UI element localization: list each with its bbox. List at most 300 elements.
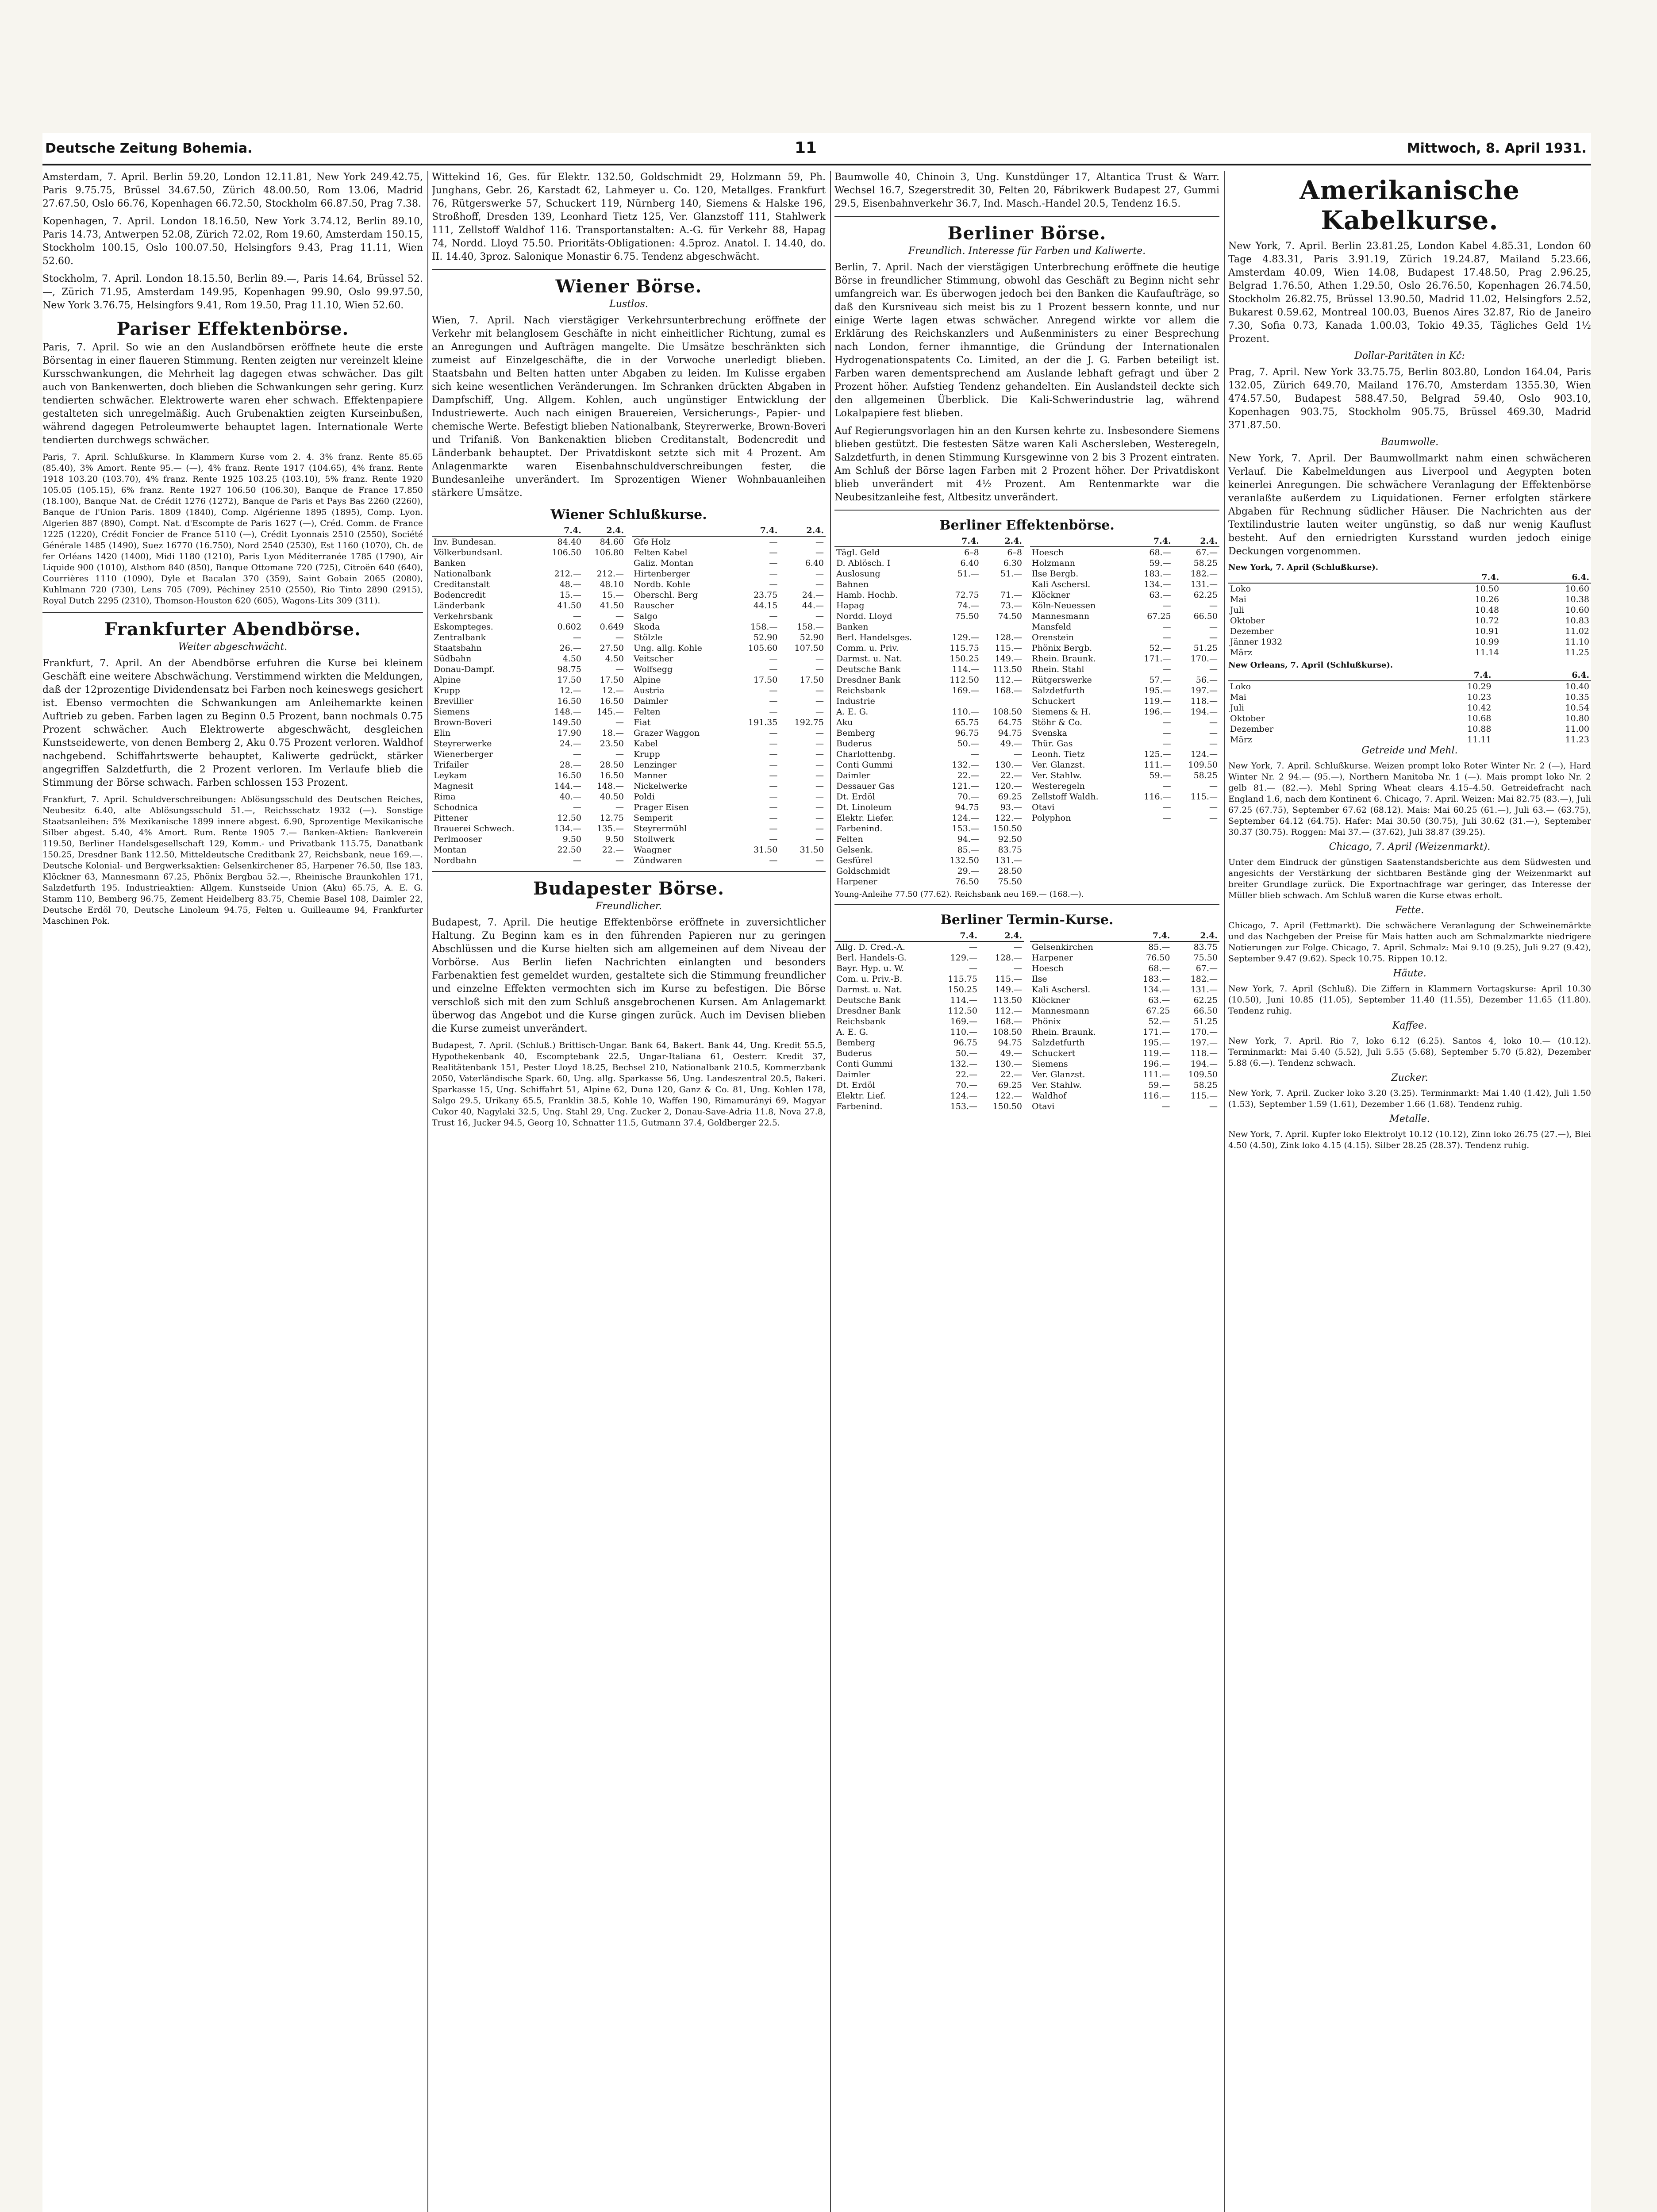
table-cell bbox=[938, 696, 981, 707]
table-row bbox=[432, 834, 626, 845]
table-cell: Salzdetfurth bbox=[1032, 686, 1085, 695]
table-cell: Reichsbank bbox=[836, 1017, 886, 1026]
table-cell: Siemens bbox=[1032, 1059, 1068, 1069]
table-cell: — bbox=[1209, 739, 1218, 749]
table-row bbox=[834, 728, 1024, 738]
table-cell: 92.50 bbox=[998, 834, 1022, 844]
table-cell: — bbox=[1162, 664, 1171, 674]
table-cell: — bbox=[1162, 781, 1171, 791]
article-text: New York, 7. April. Zucker loko 3.20 (3.25). Terminmarkt: Mai 1.40 (1.42), Juli 1.50 (1.53), September 1.59 (1.61), Dezember 1.66 (1.68). Tendenz ruhig. bbox=[1228, 1088, 1591, 1109]
table-cell: Manner bbox=[634, 771, 667, 780]
table-cell: 132.— bbox=[952, 760, 979, 770]
table-row bbox=[834, 1080, 1024, 1091]
table-cell: Juli bbox=[1230, 605, 1245, 615]
table-cell: Dezember bbox=[1230, 626, 1274, 636]
table-cell: — bbox=[815, 548, 824, 557]
table-cell: Montan bbox=[434, 845, 467, 855]
table-cell: 129.— bbox=[950, 953, 978, 963]
table-cell: 105.60 bbox=[748, 643, 778, 653]
column-header bbox=[1228, 670, 1395, 681]
table-row bbox=[432, 696, 626, 707]
table-cell: Kali Aschersl. bbox=[1032, 985, 1091, 995]
table-cell: — bbox=[815, 728, 824, 738]
article-text: New York, 7. April. Berlin 23.81.25, London Kabel 4.85.31, London 60 Tage 4.83.31, Paris 3.91.19, Zürich 19.24.87, Mailand 5.23.66, Amsterdam 40.09, Wien 14.08, Budapest 17.48.50, Prag 2.96.25, Belgrad 1.76.50, Athen 1.29.50, Oslo 26.76.50, Kopenhagen 26.74.50, Stockholm 26.82.75, Brüssel 13.90.50, Madrid 11.02, Helsingfors 2.52, Bukarest 0.59.62, Montreal 100.03, Buenos Aires 32.87, Rio de Janeiro 7.30, Sofia 0.73, Kanada 1.00.03, Tokio 49.35, Tägliches Geld 1½ Prozent. bbox=[1228, 241, 1591, 345]
table-cell: — bbox=[815, 739, 824, 749]
table-cell: 49.— bbox=[1000, 1048, 1022, 1058]
table-cell: 134.— bbox=[1144, 580, 1171, 589]
table-cell: Banken bbox=[434, 558, 466, 568]
table-cell: 10.60 bbox=[1565, 605, 1589, 615]
table-row bbox=[1228, 724, 1591, 734]
table-title: Wiener Schlußkurse. bbox=[550, 507, 707, 522]
table-cell: 16.50 bbox=[600, 696, 624, 706]
table-cell: Verkehrsbank bbox=[434, 611, 493, 621]
table-cell: — bbox=[1209, 633, 1218, 642]
table-cell: — bbox=[573, 856, 581, 865]
table-cell: 128.— bbox=[995, 633, 1022, 642]
table-cell: Klöckner bbox=[1032, 590, 1070, 600]
column-header: 2.4. bbox=[981, 536, 1024, 547]
table-cell: Ung. allg. Kohle bbox=[634, 643, 702, 653]
table-cell: Waldhof bbox=[1032, 1091, 1067, 1101]
table-cell: 10.88 bbox=[1467, 724, 1492, 734]
table-cell: Rima bbox=[434, 792, 456, 802]
table-cell bbox=[981, 696, 1024, 707]
table-cell: 196.— bbox=[1143, 1059, 1170, 1069]
table-cell: 67.— bbox=[1196, 964, 1218, 973]
table-cell: Hamb. Hochb. bbox=[836, 590, 898, 600]
table-cell: 119.— bbox=[1144, 696, 1171, 706]
table-cell: — bbox=[1209, 718, 1218, 727]
table-row bbox=[834, 653, 1024, 664]
table-cell: 197.— bbox=[1190, 1038, 1218, 1048]
table-cell: 28.— bbox=[559, 760, 581, 770]
table-cell: — bbox=[769, 537, 778, 547]
table-cell: Otavi bbox=[1032, 1102, 1055, 1111]
table-row bbox=[432, 813, 626, 823]
table-cell: 56.— bbox=[1196, 675, 1218, 685]
section-subheading: Freundlicher. bbox=[596, 901, 662, 912]
table-cell: — bbox=[615, 803, 624, 812]
table-cell: 48.— bbox=[559, 580, 581, 589]
table-cell: Rhein. Braunk. bbox=[1032, 654, 1096, 664]
article-text: Frankfurt, 7. April. An der Abendbörse erfuhren die Kurse bei kleinem Geschäft eine weitere Abschwächung. Verstimmend wirkten die Meldungen, daß der 12prozentige Dividendensatz bei Farben noch keineswegs gesichert ist. Ebenso vermochten die Schwankungen am Anleihemarkte keinen Auftrieb zu geben. Farben lagen zu Beginn 0.5 Prozent, bann nochmals 0.75 Prozent schwächer. Auch Elektrowerte abgeschwächt, desgleichen Kunstseidewerte, von denen Bemberg 2, Aku 0.75 Prozent verloren. Waldhof nachgebend. Schiffahrtswerte behauptet, Kaliwerte gedrückt, stärker angegriffen Salzdetfurth, die 2 Prozent verloren. Im Verlaufe blieb die Stimmung der Börse schwach. Farben schlossen 153 Prozent. bbox=[42, 658, 423, 788]
table-cell: Daimler bbox=[634, 696, 668, 706]
table-cell: Rhein. Stahl bbox=[1032, 664, 1084, 674]
table-cell: — bbox=[615, 611, 624, 621]
table-row bbox=[432, 728, 626, 738]
table-cell: Daimler bbox=[836, 771, 871, 780]
table-cell: Ver. Glanzst. bbox=[1032, 1070, 1085, 1079]
table-cell: 52.90 bbox=[753, 633, 778, 642]
table-row bbox=[632, 600, 826, 611]
table-cell: Pittener bbox=[434, 813, 468, 823]
table-cell: — bbox=[1209, 622, 1218, 632]
table-cell: Brown-Boveri bbox=[434, 718, 492, 727]
table-cell: — bbox=[815, 749, 824, 759]
table-cell: Industrie bbox=[836, 696, 875, 706]
table-cell: 85.— bbox=[957, 845, 979, 855]
table-cell: — bbox=[769, 580, 778, 589]
table-cell bbox=[981, 622, 1024, 632]
table-cell: — bbox=[769, 686, 778, 695]
table-row bbox=[1228, 734, 1591, 745]
column-header: 2.4. bbox=[779, 525, 826, 536]
table-row bbox=[1228, 594, 1591, 605]
article-text: Baumwolle 40, Chinoin 3, Ung. Kunstdünger 17, Altantica Trust & Warr. Wechsel 16.7, Szegerstredit 30, Felten 20, Fábrikwerk Budapest 27, Gummi 29.5, Eisenbahnverkehr 36.7, Ind. Masch.-Handel 20.5, Tendenz 16.5. bbox=[834, 172, 1219, 209]
article-text: Berlin, 7. April. Nach der vierstägigen Unterbrechung eröffnete die heutige Börse in freundlicher Stimmung, obwohl das Geschäft zu Beginn nicht sehr umfangreich war. Es überwogen jedoch bei den Banken die Kaufaufträge, so daß den Kursniveau sich meist bis zu 1 Prozent bessern konnte, und nur einige Werte lagen etwas schwächer. Anregend wirkte vor allem die Erklärung des Reichskanzlers und Außenministers zu einer Besprechung nach London, ferner ihmanntige, die Gründung der Internationalen Hydrogenationspatents Co. Limited, an der die J. G. Farben beteiligt ist. Farben waren dementsprechend am Auslande lebhaft gefragt und über 2 Prozent höher. Aufstieg Tendenz gehandelten. Ein Auslandsteil deckte sich den allgemeinen Überblick. Die Kali-Schwerindustrie lag, während Lokalpapiere fest blieben. bbox=[834, 262, 1219, 419]
table-row bbox=[1030, 749, 1219, 760]
table-row bbox=[632, 845, 826, 855]
table-cell: 9.50 bbox=[605, 834, 624, 844]
quote-table-pair bbox=[834, 930, 1219, 1112]
table-row bbox=[632, 728, 826, 738]
table-cell: 149.50 bbox=[552, 718, 581, 727]
table-cell: 17.50 bbox=[800, 675, 824, 685]
paper-name: Deutsche Zeitung Bohemia. bbox=[45, 141, 253, 156]
table-cell: 212.— bbox=[554, 569, 581, 579]
table-cell: 24.— bbox=[802, 590, 824, 600]
table-cell bbox=[938, 622, 981, 632]
article-text: Auf Regierungsvorlagen hin an den Kursen kehrte zu. Insbesondere Siemens blieben gestützt. Die festesten Sätze waren Kali Aschersleben, Westeregeln, Salzdetfurth, in denen Stimmung Kursgewinne von 2 bis 3 Prozent eintraten. Am Schluß der Börse lagen Farben mit 2 Prozent höher. Der Privatdiskont blieb unverändert mit 4½ Prozent. Am Rentenmarkte war die Neubesitzanleihe fest, Altbesitz unverändert. bbox=[834, 426, 1219, 503]
table-cell: — bbox=[1162, 739, 1171, 749]
table-cell: 27.50 bbox=[600, 643, 624, 653]
table-cell: 113.50 bbox=[992, 664, 1022, 674]
table-cell: Svenska bbox=[1032, 728, 1067, 738]
table-cell: Salgo bbox=[634, 611, 658, 621]
table-row bbox=[1030, 547, 1219, 558]
table-cell: — bbox=[769, 834, 778, 844]
quote-table-pair bbox=[834, 536, 1219, 887]
table-cell: — bbox=[1162, 728, 1171, 738]
table-cell: 84.60 bbox=[600, 537, 624, 547]
table-row bbox=[1030, 685, 1219, 696]
table-row bbox=[834, 643, 1024, 653]
table-cell: A. E. G. bbox=[836, 707, 869, 717]
table-title: Berliner Termin-Kurse. bbox=[940, 912, 1114, 928]
table-cell: — bbox=[815, 834, 824, 844]
column-header: 7.4. bbox=[1130, 536, 1173, 547]
section-subheading: Weiter abgeschwächt. bbox=[178, 641, 288, 653]
table-row bbox=[834, 738, 1024, 749]
table-row bbox=[1030, 760, 1219, 770]
article-text: New York, 7. April. Rio 7, loko 6.12 (6.25). Santos 4, loko 10.— (10.12). Terminmarkt: Mai 5.40 (5.52), Juli 5.55 (5.68), September 5.70 (5.82), Dezember 5.88 (6.—). Tendenz schwach. bbox=[1228, 1036, 1591, 1068]
table-cell: 116.— bbox=[1143, 1091, 1170, 1101]
table-cell: Ilse Bergb. bbox=[1032, 569, 1079, 579]
table-row bbox=[1030, 1069, 1219, 1080]
table-row bbox=[1030, 696, 1219, 707]
table-cell: 182.— bbox=[1190, 974, 1218, 984]
table-cell: 10.60 bbox=[1565, 584, 1589, 594]
table-cell: Inv. Bundesan. bbox=[434, 537, 496, 547]
table-cell: 10.29 bbox=[1467, 682, 1492, 691]
table-row bbox=[1030, 707, 1219, 717]
table-cell: — bbox=[815, 803, 824, 812]
table-cell: 10.99 bbox=[1475, 637, 1499, 647]
table-row bbox=[1030, 653, 1219, 664]
table-cell: Banken bbox=[836, 622, 869, 632]
table-cell: 76.50 bbox=[955, 877, 979, 887]
table-cell: 12.75 bbox=[600, 813, 624, 823]
table-row bbox=[834, 547, 1024, 558]
table-cell bbox=[981, 579, 1024, 590]
running-head bbox=[42, 133, 1591, 165]
table-cell: 131.— bbox=[995, 856, 1022, 865]
table-cell: 66.50 bbox=[1193, 611, 1218, 621]
table-cell: 67.25 bbox=[1146, 1006, 1170, 1016]
table-row bbox=[834, 974, 1024, 984]
table-cell: 12.— bbox=[602, 686, 624, 695]
table-cell: Nordb. Kohle bbox=[634, 580, 691, 589]
table-row bbox=[1228, 692, 1591, 703]
column-rule bbox=[427, 171, 428, 2212]
table-cell: Salzdetfurth bbox=[1032, 1038, 1085, 1048]
table-row bbox=[834, 760, 1024, 770]
table-cell: Gelsenk. bbox=[836, 845, 873, 855]
column-header bbox=[834, 536, 938, 547]
table-cell: Völkerbundsanl. bbox=[434, 548, 503, 557]
table-row bbox=[1030, 600, 1219, 611]
table-row bbox=[632, 707, 826, 717]
article-text: Prag, 7. April. New York 33.75.75, Berlin 803.80, London 164.04, Paris 132.05, Zürich 649.70, Mailand 176.70, Amsterdam 1355.30, Wien 474.57.50, Budapest 588.47.50, Belgrad 59.40, Oslo 903.10, Kopenhagen 903.75, Stockholm 905.75, Brüssel 469.30, Madrid 371.87.50. bbox=[1228, 367, 1591, 431]
table-cell: Deutsche Bank bbox=[836, 995, 901, 1005]
table-cell: — bbox=[573, 749, 581, 759]
table-cell: Kabel bbox=[634, 739, 658, 749]
table-cell: 51.— bbox=[957, 569, 979, 579]
table-cell: 93.— bbox=[1000, 803, 1022, 812]
table-cell: 94.75 bbox=[998, 1038, 1022, 1048]
table-cell: Zentralbank bbox=[434, 633, 486, 642]
table-cell: Gelsenkirchen bbox=[1032, 942, 1093, 952]
table-cell: A. E. G. bbox=[836, 1027, 869, 1037]
table-cell: Daimler bbox=[836, 1070, 871, 1079]
column-header: 7.4. bbox=[1395, 670, 1493, 681]
table-row bbox=[632, 653, 826, 664]
table-cell: 68.— bbox=[1149, 548, 1171, 557]
table-row bbox=[432, 590, 626, 600]
article-text: Paris, 7. April. So wie an den Auslandbörsen eröffnete heute die erste Börsentag in einer flaueren Stimmung. Renten zeigten nur vereinzelt kleine Kursschwankungen, die Mehrheit lag dagegen etwas schwächer. Das gilt auch von Bankenwerten, doch blieben die Schwankungen sehr gering. Kurz tendierten schwächer. Elektrowerte waren eher schwach. Effektenpapiere gestalteten sich unregelmäßig. Auch Grubenaktien zeigten Kurseinbußen, während dagegen Petroleumwerte behauptet lagen. Internationale Werte tendierten durchwegs schwächer. bbox=[42, 342, 423, 446]
table-cell: Jänner 1932 bbox=[1230, 637, 1283, 647]
table-cell: 110.— bbox=[950, 1027, 978, 1037]
table-cell: Holzmann bbox=[1032, 558, 1075, 568]
table-row bbox=[1228, 647, 1591, 658]
quote-table bbox=[1228, 572, 1591, 658]
table-row bbox=[632, 643, 826, 653]
table-cell: — bbox=[1209, 803, 1218, 812]
table-cell: 134.— bbox=[554, 824, 581, 833]
table-cell: 23.50 bbox=[600, 739, 624, 749]
table-cell: 129.— bbox=[952, 633, 979, 642]
table-cell: — bbox=[769, 569, 778, 579]
table-cell: 122.— bbox=[995, 1091, 1022, 1101]
table-row bbox=[1030, 1080, 1219, 1091]
table-cell: Nordbahn bbox=[434, 856, 477, 865]
table-row bbox=[1030, 813, 1219, 823]
table-cell: 67.— bbox=[1196, 548, 1218, 557]
table-row bbox=[432, 781, 626, 791]
table-row bbox=[632, 781, 826, 791]
page-number: 11 bbox=[795, 139, 817, 157]
table-cell: Bodencredit bbox=[434, 590, 486, 600]
table-row bbox=[834, 1059, 1024, 1069]
table-cell: Semperit bbox=[634, 813, 673, 823]
table-cell: Rütgerswerke bbox=[1032, 675, 1092, 685]
divider bbox=[834, 510, 1219, 511]
table-cell: Bemberg bbox=[836, 728, 875, 738]
table-cell: Orenstein bbox=[1032, 633, 1074, 642]
table-row bbox=[834, 802, 1024, 813]
table-row bbox=[834, 558, 1024, 568]
table-cell: — bbox=[769, 728, 778, 738]
table-row bbox=[834, 823, 1024, 834]
column-header bbox=[834, 930, 934, 941]
table-row bbox=[834, 834, 1024, 845]
table-cell: 149.— bbox=[995, 654, 1022, 664]
article-text: Budapest, 7. April. Die heutige Effektenbörse eröffnete in zuversichtlicher Haltung. Zu Beginn kam es in den führenden Papieren nur zu geringen Abschlüssen und die Kurse hielten sich am allgemeinen auf dem Niveau der Vorbörse. Aus Berlin liefen Nachrichten einlangten und besonders Farbenaktien fest gemeldet wurden, gestaltete sich die Stimmung freundlicher und einzelne Effekten vermochten sich im Kurse zu befestigen. Die Börse verschloß sich mit den zum Schluß ansgebrochenen Kursen. Am Anlagemarkt überwog das Angebot und die Kurse gingen zurück. Auch im Devisen blieben die Kurse zumeist unverändert. bbox=[432, 917, 826, 1034]
table-cell: 74.50 bbox=[998, 611, 1022, 621]
table-cell: — bbox=[815, 813, 824, 823]
quote-table bbox=[834, 536, 1024, 887]
table-cell: 0.602 bbox=[557, 622, 581, 632]
table-cell: Dt. Erdöl bbox=[836, 792, 875, 802]
table-row bbox=[834, 963, 1024, 974]
table-cell: 84.40 bbox=[557, 537, 581, 547]
table-cell: — bbox=[1161, 1102, 1170, 1111]
table-row bbox=[432, 558, 626, 568]
table-row bbox=[632, 749, 826, 760]
table-cell: 66.50 bbox=[1193, 1006, 1218, 1016]
table-cell: Mai bbox=[1230, 692, 1246, 702]
table-row bbox=[1030, 791, 1219, 802]
table-row bbox=[432, 717, 626, 728]
table-cell: Felten bbox=[836, 834, 863, 844]
table-cell: 192.75 bbox=[794, 718, 824, 727]
table-row bbox=[1030, 974, 1219, 984]
table-cell: Krupp bbox=[434, 686, 460, 695]
table-cell: 114.— bbox=[950, 995, 978, 1005]
quote-table bbox=[632, 525, 826, 866]
table-cell: Aku bbox=[836, 718, 853, 727]
exchange-paragraph: Kopenhagen, 7. April. London 18.16.50, New York 3.74.12, Berlin 89.10, Paris 14.73, Antwerpen 52.08, Zürich 72.02, Rom 19.60, Amsterdam 150.15, Stockholm 100.15, Oslo 100.07.50, Helsingfors 9.43, Prag 11.11, Wien 52.60. bbox=[42, 216, 423, 267]
table-header-row bbox=[632, 525, 826, 536]
table-row bbox=[632, 622, 826, 632]
table-cell: 150.25 bbox=[948, 985, 978, 995]
table-row bbox=[432, 770, 626, 781]
section-subheading: Metalle. bbox=[1389, 1114, 1430, 1125]
table-cell: Steyrerwerke bbox=[434, 739, 492, 749]
column-rule bbox=[1224, 171, 1225, 2212]
table-cell: Felten bbox=[634, 707, 661, 717]
table-cell: Krupp bbox=[634, 749, 660, 759]
table-cell: 11.00 bbox=[1565, 724, 1589, 734]
table-row bbox=[1030, 643, 1219, 653]
table-cell: 71.— bbox=[1000, 590, 1022, 600]
table-cell: 183.— bbox=[1144, 569, 1171, 579]
table-cell: 112.50 bbox=[948, 1006, 978, 1016]
table-cell: 110.— bbox=[952, 707, 979, 717]
table-cell: 94.75 bbox=[998, 728, 1022, 738]
table-cell: Polyphon bbox=[1032, 813, 1071, 823]
table-cell: 44.15 bbox=[753, 601, 778, 611]
table-cell: 83.75 bbox=[998, 845, 1022, 855]
section-subheading: Fette. bbox=[1395, 905, 1424, 916]
table-cell: 17.90 bbox=[557, 728, 581, 738]
table-cell: 196.— bbox=[1144, 707, 1171, 717]
table-cell: 4.50 bbox=[562, 654, 581, 664]
table-cell: Perlmooser bbox=[434, 834, 482, 844]
table-cell: Phönix bbox=[1032, 1017, 1061, 1026]
quote-list: Budapest, 7. April. (Schluß.) Brittisch-Ungar. Bank 64, Bakert. Bank 44, Ung. Kredit 55.5, Hypothekenbank 40, Escomptebank 22.5, Ungar-Italiana 61, Oesterr. Kredit 37, Realitätenbank 151, Pester Lloyd 18.25, Bechsel 210, Nationalbank 210.5, Kommerzbank 2050, Vaterländische Spark. 60, Ung. allg. Sparkasse 56, Ung. Landeszentral 20.5, Bakeri. Sparkasse 15, Ung. Schiffahrt 51, Alpine 62, Duna 120, Ganz & Co. 81, Ung. Kohlen 178, Salgo 29.5, Urikany 65.5, Franklin 38.5, Kohle 10, Waffen 190, Rimamurányi 69, Magyar Cukor 40, Nagylaki 32.5, Ung. Stahl 29, Ung. Zucker 2, Donau-Save-Adria 11.8, Nova 27.8, Trust 16, Jucker 94.5, Georg 10, Schnatter 11.5, Gutmann 37.4, Goldberger 22.5. bbox=[432, 1041, 826, 1128]
section-subheading: Lustlos. bbox=[609, 299, 648, 310]
table-cell: Bahnen bbox=[836, 580, 869, 589]
table-cell: 62.25 bbox=[1193, 995, 1218, 1005]
table-cell: Oberschl. Berg bbox=[634, 590, 698, 600]
table-cell: 23.75 bbox=[753, 590, 778, 600]
table-row bbox=[834, 781, 1024, 791]
table-cell: — bbox=[815, 760, 824, 770]
table-cell: 10.68 bbox=[1467, 714, 1492, 723]
table-cell: 16.50 bbox=[557, 771, 581, 780]
table-cell: Harpener bbox=[836, 877, 877, 887]
quote-table bbox=[1228, 670, 1591, 745]
table-cell: Ver. Glanzst. bbox=[1032, 760, 1085, 770]
table-cell: 75.50 bbox=[998, 877, 1022, 887]
table-cell: 128.— bbox=[995, 953, 1022, 963]
column-rule bbox=[830, 171, 831, 2212]
table-cell: — bbox=[769, 654, 778, 664]
table-cell: 10.35 bbox=[1565, 692, 1589, 702]
section-heading: Berliner Börse. bbox=[947, 223, 1107, 244]
table-cell: — bbox=[615, 718, 624, 727]
table-cell: 171.— bbox=[1143, 1027, 1170, 1037]
table-cell: Mannesmann bbox=[1032, 611, 1090, 621]
table-cell: Dt. Erdöl bbox=[836, 1080, 875, 1090]
table-row bbox=[432, 622, 626, 632]
table-row bbox=[432, 664, 626, 675]
table-cell: Conti Gummi bbox=[836, 1059, 893, 1069]
table-cell: Alpine bbox=[434, 675, 461, 685]
article-text: Wittekind 16, Ges. für Elektr. 132.50, Goldschmidt 29, Holzmann 59, Ph. Junghans, Gebr. 26, Karstadt 62, Lahmeyer u. Co. 120, Metallges. Frankfurt 76, Rütgerswerke 57, Schuckert 119, Nürnberg 140, Siemens & Halske 196, Stroßhoff, Dresden 139, Leonhard Tietz 125, Ver. Glanzstoff 111, Stahlwerk 111, Zellstoff Waldhof 116. Transportanstalten: A.-G. für Verkehr 88, Hapag 74, Nordd. Lloyd 75.50. Prioritäts-Obligationen: 4.5proz. Anatol. I. 14.40, do. II. 14.40, 3proz. Salonique Monastir 6.75. Tendenz abgeschwächt. bbox=[432, 172, 826, 262]
table-cell: Schuckert bbox=[1032, 1048, 1076, 1058]
section-subheading: Zucker. bbox=[1391, 1072, 1428, 1083]
table-cell: 52.— bbox=[1149, 643, 1171, 653]
table-cell: 111.— bbox=[1143, 1070, 1170, 1079]
column-header: 2.4. bbox=[979, 930, 1024, 941]
table-cell: 106.80 bbox=[594, 548, 624, 557]
divider bbox=[834, 216, 1219, 217]
table-cell: 168.— bbox=[995, 1017, 1022, 1026]
table-cell: 109.50 bbox=[1188, 1070, 1218, 1079]
table-cell: — bbox=[970, 749, 979, 759]
table-cell: — bbox=[815, 686, 824, 695]
table-cell: 11.11 bbox=[1467, 735, 1492, 745]
table-cell: Berl. Handels-G. bbox=[836, 953, 907, 963]
table-title: New Orleans, 7. April (Schlußkurse). bbox=[1228, 661, 1393, 670]
table-row bbox=[432, 547, 626, 558]
table-title: Berliner Effektenbörse. bbox=[939, 518, 1115, 533]
table-cell: — bbox=[769, 813, 778, 823]
table-cell: — bbox=[615, 856, 624, 865]
table-row bbox=[834, 611, 1024, 622]
table-cell: 119.— bbox=[1143, 1048, 1170, 1058]
table-cell: Allg. D. Cred.-A. bbox=[836, 942, 905, 952]
table-row bbox=[632, 770, 826, 781]
table-cell: 149.— bbox=[995, 985, 1022, 995]
table-cell: 6.30 bbox=[1003, 558, 1022, 568]
table-cell: 171.— bbox=[1144, 654, 1171, 664]
table-cell: 69.25 bbox=[998, 1080, 1022, 1090]
table-row bbox=[834, 590, 1024, 600]
